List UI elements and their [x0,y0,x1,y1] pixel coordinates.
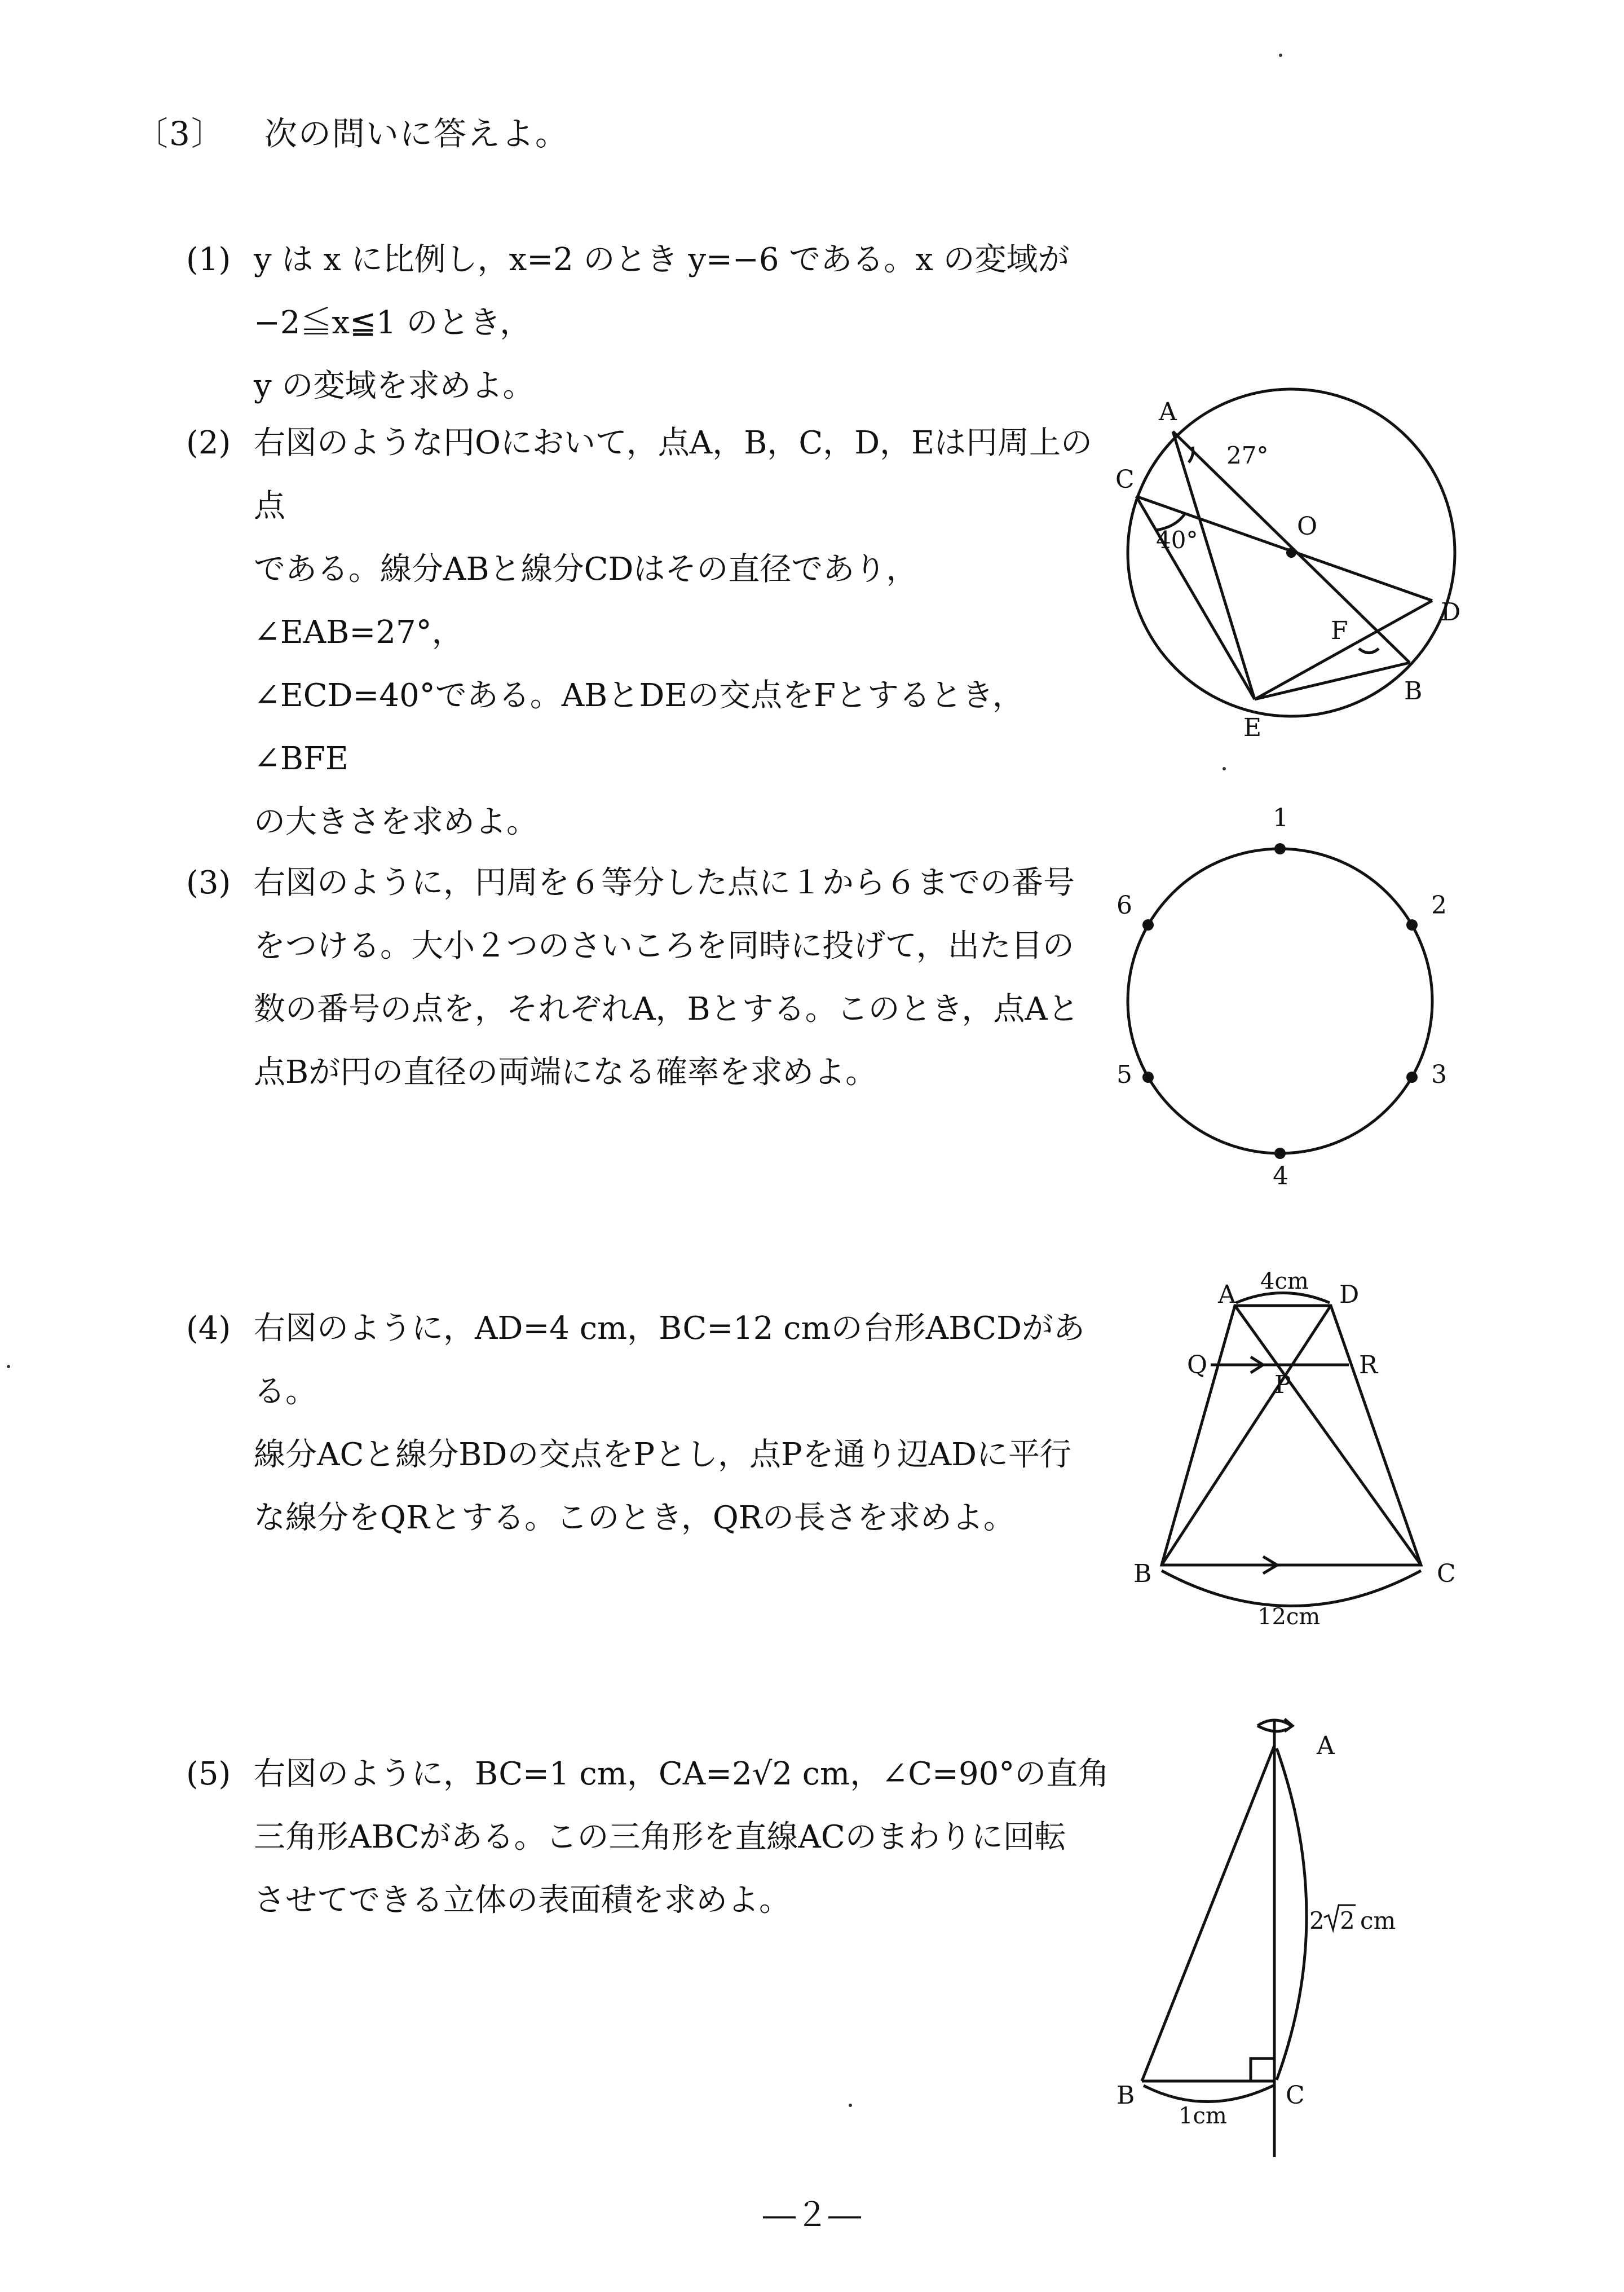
length-ca-unit: cm [1360,1907,1396,1934]
question-2 [186,412,1111,854]
angle-label-40: 40° [1156,526,1198,554]
length-ad: 4cm [1260,1268,1309,1294]
figure-circle-o [1105,384,1500,756]
question-4 [186,1297,1111,1550]
question-text: 右図のように，AD=4 cm，BC=12 cmの台形ABCDがある。 線分ACと線分BDの交点をPとし，点Pを通り辺ADに平行 な線分をQRとする。このとき，QRの長さを求めよ。 [254,1310,1085,1536]
figure-six-point-circle [1105,801,1477,1196]
label-b: B [1133,1559,1152,1588]
figure-right-triangle [1105,1698,1455,2177]
section-number: 〔3〕 [135,114,225,153]
label-e: E [1243,713,1262,742]
label-r: R [1359,1351,1378,1379]
question-number: (1) [186,241,231,278]
question-text: 右図のように，BC=1 cm，CA=2√2 cm，∠C=90°の直角 三角形ABCがある。この三角形を直線ACのまわりに回転 させてできる立体の表面積を求めよ。 [254,1756,1110,1919]
label-c: C [1437,1559,1456,1588]
question-5 [186,1743,1111,1932]
question-3 [186,852,1111,1104]
label-a: A [1317,1731,1335,1760]
length-ca-coefficient: 2 [1309,1907,1325,1934]
point-label-3: 3 [1431,1060,1447,1089]
label-d: D [1339,1280,1360,1309]
section-heading [135,107,569,155]
angle-label-27: 27° [1226,442,1269,469]
scan-speck [849,2104,852,2107]
scan-speck [7,1365,10,1368]
point-label-4: 4 [1273,1162,1288,1191]
scan-speck [1223,767,1226,770]
question-text: 右図のように，円周を６等分した点に１から６までの番号 をつける。大小２つのさいころを同時に投げて，出た目の 数の番号の点を，それぞれA，Bとする。このとき，点Aと 点Bが円の直径の両端になる確率を求めよ。 [254,865,1079,1091]
length-bc: 12cm [1257,1604,1321,1630]
label-p: P [1274,1370,1291,1399]
label-d: D [1441,598,1461,627]
point-label-6: 6 [1116,891,1132,920]
label-b: B [1116,2081,1135,2110]
length-bc: 1cm [1179,2103,1227,2129]
section-prompt: 次の問いに答えよ。 [264,114,569,153]
length-ca-radicand: 2 [1340,1907,1355,1934]
question-number: (2) [186,425,231,461]
question-number: (3) [186,865,231,901]
point-label-5: 5 [1116,1060,1132,1089]
length-ca [1309,1905,1396,1934]
question-text: 右図のような円Oにおいて，点A，B，C，D，Eは円周上の点 である。線分ABと線分CDはその直径であり，∠EAB=27°， ∠ECD=40°である。ABとDEの交点をFとするとき，∠BFE の大きさを求めよ。 [254,425,1093,840]
label-q: Q [1187,1351,1208,1379]
point-label-1: 1 [1273,804,1288,832]
label-f: F [1331,616,1348,645]
label-b: B [1404,677,1423,706]
scan-speck [1279,54,1282,57]
point-label-2: 2 [1431,891,1447,920]
question-number: (4) [186,1310,231,1347]
question-text: y は x に比例し，x=2 のとき y=−6 である。x の変域が −2≦x≦1 のとき， y の変域を求めよ。 [254,241,1070,404]
question-number: (5) [186,1756,231,1792]
label-a: A [1159,398,1177,426]
page-number: ―２― [762,2196,861,2234]
label-c: C [1286,2081,1305,2110]
figure-trapezoid [1105,1258,1500,1652]
label-a: A [1218,1280,1236,1309]
question-1 [186,228,1111,418]
label-c: C [1115,465,1135,494]
label-o: O [1297,512,1318,541]
